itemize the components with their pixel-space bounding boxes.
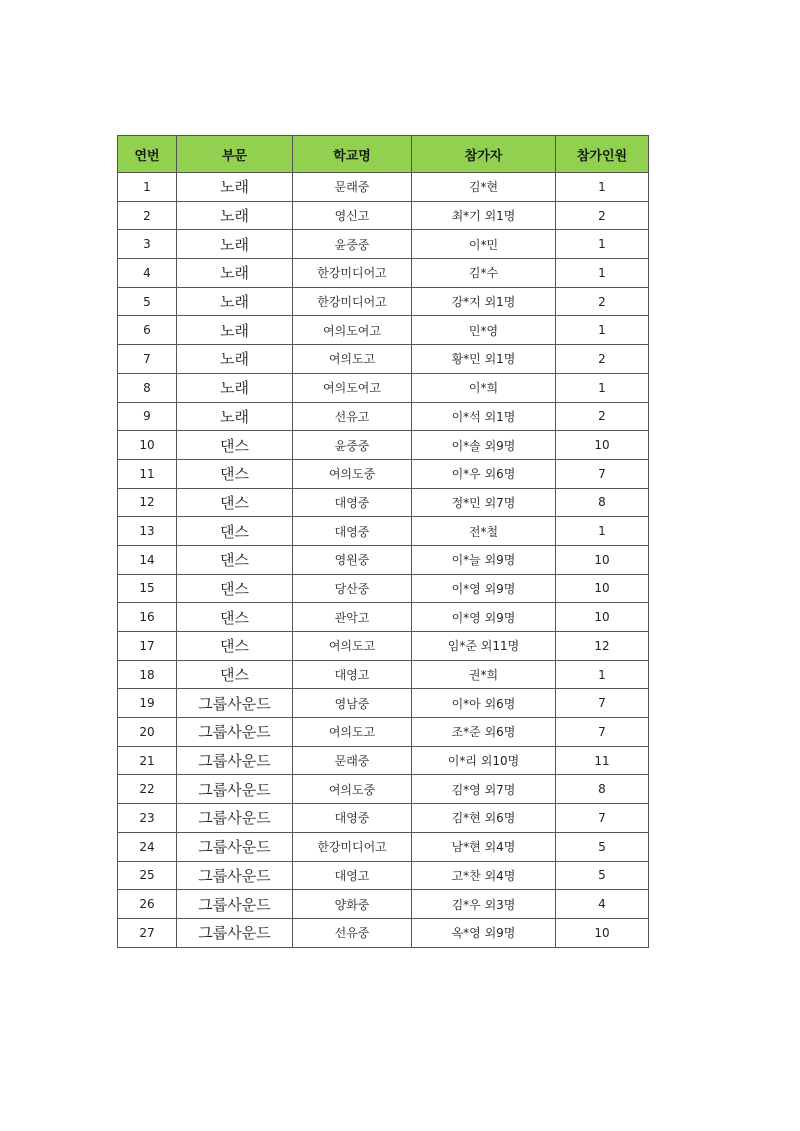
cell-count: 7 — [556, 718, 649, 747]
table-row — [118, 632, 649, 661]
cell-school: 윤중중 — [293, 431, 412, 460]
cell-count: 5 — [556, 861, 649, 890]
cell-school: 선유고 — [293, 402, 412, 431]
cell-count: 10 — [556, 603, 649, 632]
cell-participant: 김*우 외3명 — [412, 890, 556, 919]
cell-school: 여의도중 — [293, 459, 412, 488]
cell-school: 대영고 — [293, 660, 412, 689]
cell-category: 그룹사운드 — [177, 861, 293, 890]
cell-participant: 이*영 외9명 — [412, 574, 556, 603]
cell-count: 1 — [556, 373, 649, 402]
table-row — [118, 402, 649, 431]
cell-category: 노래 — [177, 287, 293, 316]
cell-school: 영신고 — [293, 201, 412, 230]
cell-count: 2 — [556, 201, 649, 230]
cell-school: 선유중 — [293, 918, 412, 947]
table-row — [118, 545, 649, 574]
cell-no: 26 — [118, 890, 177, 919]
cell-category: 그룹사운드 — [177, 746, 293, 775]
cell-participant: 이*민 — [412, 230, 556, 259]
cell-participant: 이*우 외6명 — [412, 459, 556, 488]
cell-no: 16 — [118, 603, 177, 632]
cell-participant: 이*석 외1명 — [412, 402, 556, 431]
header-participant: 참가자 — [412, 136, 556, 173]
cell-no: 23 — [118, 804, 177, 833]
table-row — [118, 431, 649, 460]
cell-participant: 이*희 — [412, 373, 556, 402]
table-row — [118, 574, 649, 603]
cell-category: 그룹사운드 — [177, 775, 293, 804]
table-row — [118, 689, 649, 718]
cell-school: 양화중 — [293, 890, 412, 919]
cell-no: 1 — [118, 173, 177, 202]
cell-school: 영남중 — [293, 689, 412, 718]
cell-no: 20 — [118, 718, 177, 747]
cell-count: 1 — [556, 517, 649, 546]
cell-participant: 권*희 — [412, 660, 556, 689]
table-row — [118, 775, 649, 804]
cell-school: 관악고 — [293, 603, 412, 632]
cell-category: 노래 — [177, 345, 293, 374]
cell-school: 대영중 — [293, 488, 412, 517]
cell-count: 2 — [556, 345, 649, 374]
cell-category: 그룹사운드 — [177, 804, 293, 833]
table-row — [118, 230, 649, 259]
cell-participant: 전*철 — [412, 517, 556, 546]
cell-category: 노래 — [177, 259, 293, 288]
cell-category: 그룹사운드 — [177, 832, 293, 861]
table-row — [118, 861, 649, 890]
cell-participant: 남*현 외4명 — [412, 832, 556, 861]
cell-school: 여의도여고 — [293, 316, 412, 345]
header-category: 부문 — [177, 136, 293, 173]
table-row — [118, 201, 649, 230]
cell-no: 25 — [118, 861, 177, 890]
table-row — [118, 345, 649, 374]
cell-no: 13 — [118, 517, 177, 546]
cell-participant: 이*리 외10명 — [412, 746, 556, 775]
cell-school: 문래중 — [293, 173, 412, 202]
table-row — [118, 832, 649, 861]
cell-no: 21 — [118, 746, 177, 775]
cell-category: 댄스 — [177, 603, 293, 632]
cell-participant: 황*민 외1명 — [412, 345, 556, 374]
table-row — [118, 373, 649, 402]
cell-category: 노래 — [177, 173, 293, 202]
cell-count: 10 — [556, 545, 649, 574]
cell-participant: 김*수 — [412, 259, 556, 288]
cell-no: 2 — [118, 201, 177, 230]
cell-category: 그룹사운드 — [177, 689, 293, 718]
cell-count: 2 — [556, 402, 649, 431]
cell-category: 댄스 — [177, 517, 293, 546]
cell-no: 6 — [118, 316, 177, 345]
cell-participant: 김*영 외7명 — [412, 775, 556, 804]
cell-count: 1 — [556, 660, 649, 689]
cell-no: 19 — [118, 689, 177, 718]
cell-participant: 강*지 외1명 — [412, 287, 556, 316]
cell-participant: 김*현 — [412, 173, 556, 202]
cell-school: 한강미디어고 — [293, 287, 412, 316]
table-row — [118, 804, 649, 833]
cell-school: 대영고 — [293, 861, 412, 890]
cell-count: 8 — [556, 488, 649, 517]
cell-no: 17 — [118, 632, 177, 661]
header-row — [118, 136, 649, 173]
cell-participant: 김*현 외6명 — [412, 804, 556, 833]
table-row — [118, 918, 649, 947]
table-row — [118, 287, 649, 316]
table-body — [118, 173, 649, 948]
cell-school: 여의도고 — [293, 345, 412, 374]
cell-participant: 옥*영 외9명 — [412, 918, 556, 947]
cell-category: 댄스 — [177, 660, 293, 689]
cell-category: 노래 — [177, 402, 293, 431]
cell-participant: 최*기 외1명 — [412, 201, 556, 230]
cell-no: 11 — [118, 459, 177, 488]
cell-category: 댄스 — [177, 545, 293, 574]
cell-school: 대영중 — [293, 804, 412, 833]
table-row — [118, 718, 649, 747]
cell-category: 노래 — [177, 230, 293, 259]
table-row — [118, 488, 649, 517]
cell-no: 3 — [118, 230, 177, 259]
cell-no: 9 — [118, 402, 177, 431]
cell-participant: 이*영 외9명 — [412, 603, 556, 632]
cell-school: 윤중중 — [293, 230, 412, 259]
cell-school: 한강미디어고 — [293, 832, 412, 861]
cell-category: 댄스 — [177, 431, 293, 460]
cell-count: 7 — [556, 804, 649, 833]
table-header — [118, 136, 649, 173]
cell-participant: 고*찬 외4명 — [412, 861, 556, 890]
table-row — [118, 173, 649, 202]
cell-count: 4 — [556, 890, 649, 919]
header-count: 참가인원 — [556, 136, 649, 173]
header-school: 학교명 — [293, 136, 412, 173]
table-row — [118, 459, 649, 488]
cell-count: 12 — [556, 632, 649, 661]
cell-count: 10 — [556, 918, 649, 947]
cell-no: 7 — [118, 345, 177, 374]
cell-school: 여의도고 — [293, 632, 412, 661]
cell-no: 4 — [118, 259, 177, 288]
cell-no: 22 — [118, 775, 177, 804]
cell-count: 10 — [556, 574, 649, 603]
cell-no: 24 — [118, 832, 177, 861]
cell-count: 1 — [556, 259, 649, 288]
cell-participant: 정*민 외7명 — [412, 488, 556, 517]
cell-no: 15 — [118, 574, 177, 603]
cell-count: 7 — [556, 689, 649, 718]
cell-participant: 임*준 외11명 — [412, 632, 556, 661]
cell-participant: 이*늘 외9명 — [412, 545, 556, 574]
cell-category: 노래 — [177, 316, 293, 345]
table-row — [118, 660, 649, 689]
cell-count: 2 — [556, 287, 649, 316]
cell-school: 당산중 — [293, 574, 412, 603]
cell-category: 그룹사운드 — [177, 890, 293, 919]
table-row — [118, 517, 649, 546]
cell-participant: 이*솔 외9명 — [412, 431, 556, 460]
cell-school: 영원중 — [293, 545, 412, 574]
cell-no: 10 — [118, 431, 177, 460]
cell-participant: 민*영 — [412, 316, 556, 345]
cell-no: 27 — [118, 918, 177, 947]
cell-count: 8 — [556, 775, 649, 804]
cell-school: 문래중 — [293, 746, 412, 775]
cell-category: 댄스 — [177, 488, 293, 517]
cell-no: 14 — [118, 545, 177, 574]
cell-category: 노래 — [177, 201, 293, 230]
cell-school: 한강미디어고 — [293, 259, 412, 288]
cell-category: 그룹사운드 — [177, 918, 293, 947]
cell-category: 그룹사운드 — [177, 718, 293, 747]
cell-count: 7 — [556, 459, 649, 488]
cell-category: 댄스 — [177, 574, 293, 603]
cell-category: 노래 — [177, 373, 293, 402]
table-row — [118, 259, 649, 288]
header-no: 연번 — [118, 136, 177, 173]
table-row — [118, 746, 649, 775]
cell-participant: 조*준 외6명 — [412, 718, 556, 747]
cell-school: 대영중 — [293, 517, 412, 546]
cell-count: 10 — [556, 431, 649, 460]
cell-count: 5 — [556, 832, 649, 861]
cell-count: 1 — [556, 316, 649, 345]
cell-no: 5 — [118, 287, 177, 316]
cell-no: 12 — [118, 488, 177, 517]
cell-school: 여의도고 — [293, 718, 412, 747]
cell-participant: 이*아 외6명 — [412, 689, 556, 718]
cell-count: 1 — [556, 173, 649, 202]
participant-table — [117, 135, 649, 948]
cell-school: 여의도여고 — [293, 373, 412, 402]
table-row — [118, 890, 649, 919]
cell-category: 댄스 — [177, 632, 293, 661]
cell-school: 여의도중 — [293, 775, 412, 804]
cell-no: 18 — [118, 660, 177, 689]
table-row — [118, 316, 649, 345]
cell-no: 8 — [118, 373, 177, 402]
cell-count: 1 — [556, 230, 649, 259]
cell-category: 댄스 — [177, 459, 293, 488]
cell-count: 11 — [556, 746, 649, 775]
table-row — [118, 603, 649, 632]
